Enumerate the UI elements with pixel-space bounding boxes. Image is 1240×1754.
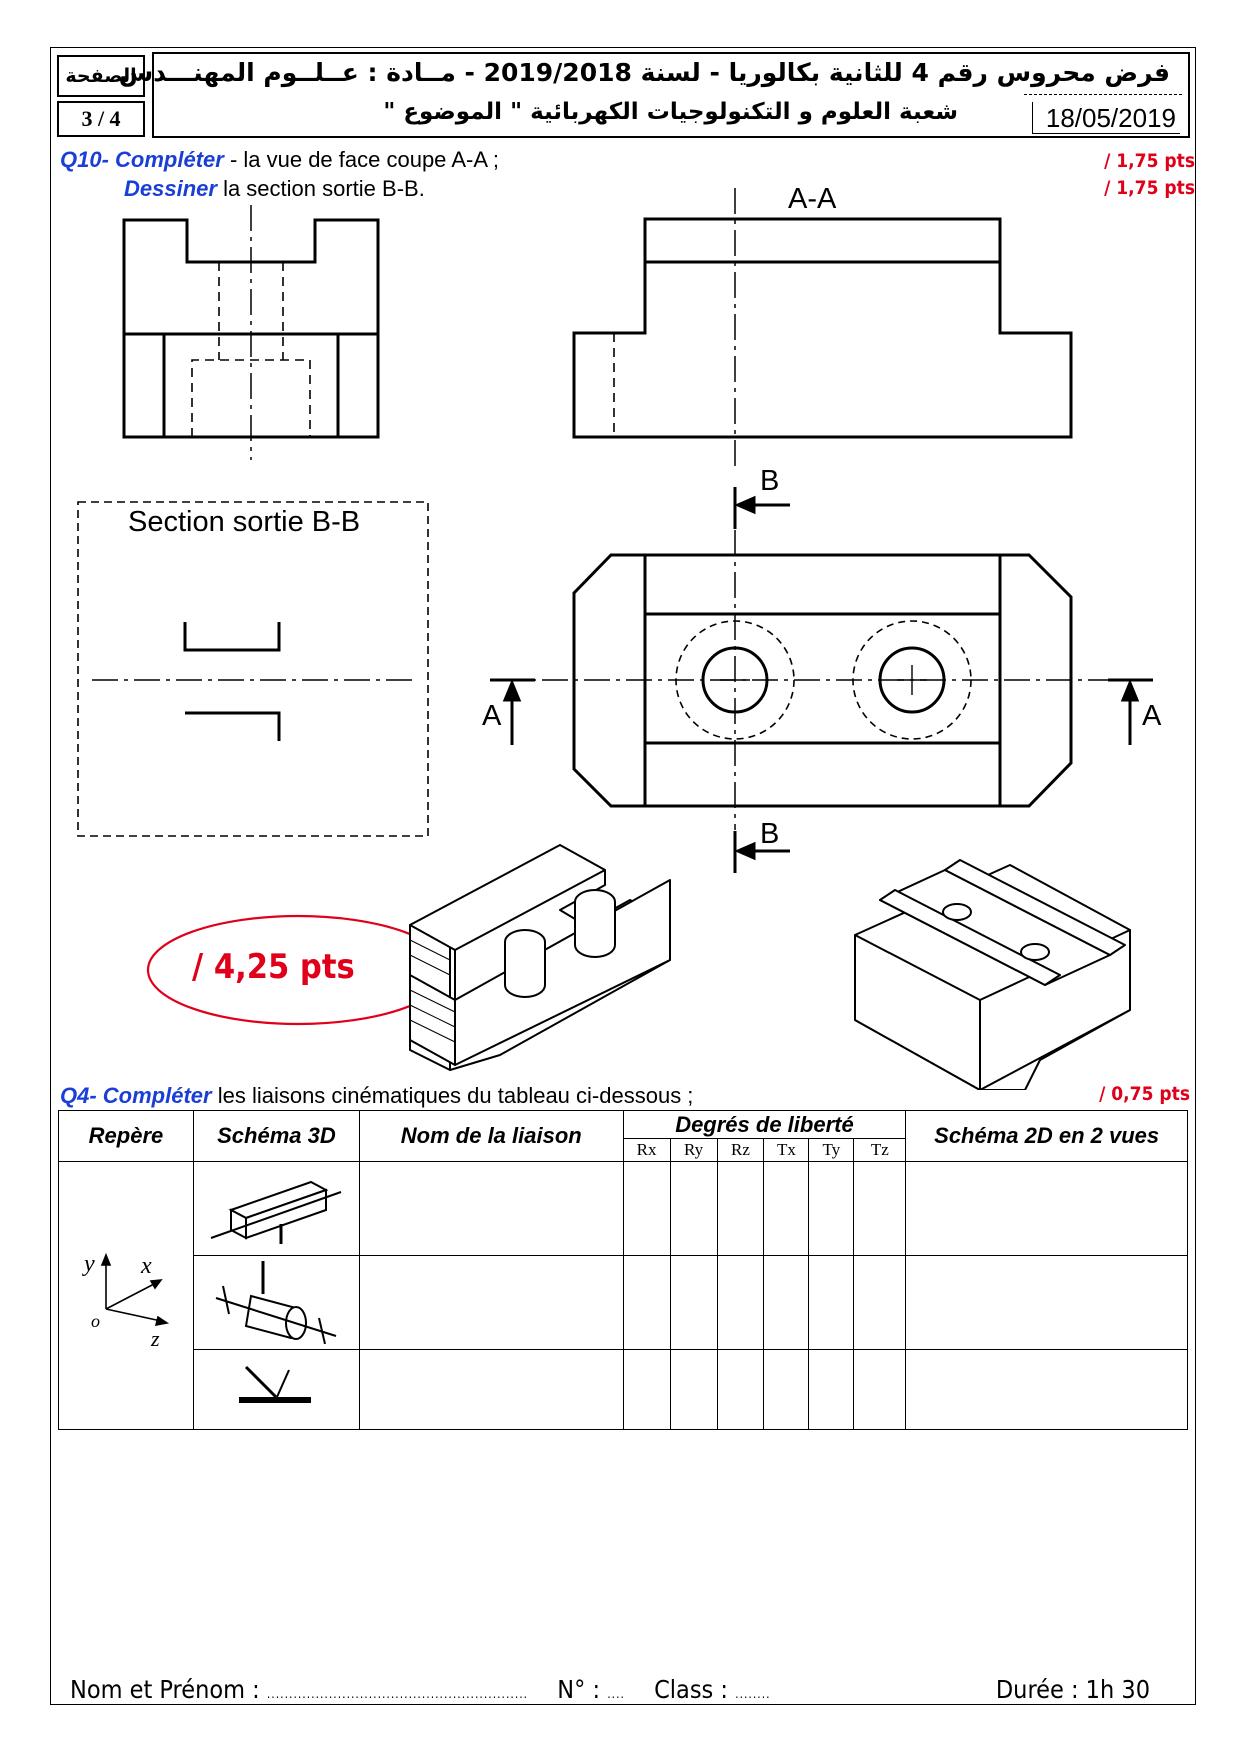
total-score: / 4,25 pts: [192, 947, 355, 987]
name-label: Nom et Prénom :: [70, 1675, 267, 1704]
schema-3d-pivot: [193, 1256, 359, 1350]
dof-cell[interactable]: [670, 1256, 717, 1350]
dof-rz: Rz: [717, 1139, 764, 1162]
section-bb-box: [78, 502, 428, 836]
col-degres-liberte: Degrés de liberté: [623, 1111, 906, 1139]
footer: [70, 1675, 1150, 1704]
name-field[interactable]: ...........................................................: [266, 1687, 529, 1701]
nom-liaison-1[interactable]: [359, 1162, 623, 1256]
dof-tx: Tx: [764, 1139, 809, 1162]
dof-cell[interactable]: [764, 1256, 809, 1350]
q10-points-1: / 1,75 pts: [1104, 150, 1195, 172]
front-view-outline: [574, 219, 1071, 437]
fixed-joint-icon: [201, 1352, 351, 1422]
dof-cell[interactable]: [854, 1256, 906, 1350]
table-row: [59, 1162, 1188, 1256]
num-label: N° :: [557, 1675, 608, 1704]
isometric-view-2: [855, 860, 1130, 1090]
cut-b-bottom-arrowhead: [738, 844, 754, 858]
q10-text1: - la vue de face coupe A-A ;: [223, 147, 499, 172]
dof-cell[interactable]: [854, 1350, 906, 1430]
label-b-bottom: B: [760, 818, 780, 850]
col-schema-3d: Schéma 3D: [193, 1111, 359, 1162]
dof-cell[interactable]: [623, 1350, 670, 1430]
dof-cell[interactable]: [717, 1162, 764, 1256]
dof-cell[interactable]: [717, 1350, 764, 1430]
dof-cell[interactable]: [809, 1256, 854, 1350]
label-a-left: A: [482, 700, 502, 732]
dof-cell[interactable]: [670, 1162, 717, 1256]
col-repere: Repère: [59, 1111, 194, 1162]
section-aa-title: A-A: [788, 183, 837, 215]
class-label: Class :: [654, 1675, 736, 1704]
q10-points-2: / 1,75 pts: [1104, 177, 1195, 199]
q4-points: / 0,75 pts: [1099, 1083, 1190, 1105]
axis-z: z: [150, 1325, 160, 1351]
axis-o: o: [90, 1310, 100, 1331]
label-a-right: A: [1142, 700, 1162, 732]
axis-frame-icon: [71, 1241, 181, 1351]
dof-cell[interactable]: [809, 1350, 854, 1430]
dof-cell[interactable]: [623, 1162, 670, 1256]
schema-2d-1[interactable]: [906, 1162, 1188, 1256]
dof-cell[interactable]: [623, 1256, 670, 1350]
section-bb-profile-bottom: [185, 713, 279, 741]
class-field[interactable]: ........: [735, 1687, 771, 1701]
duration: Durée : 1h 30: [995, 1675, 1150, 1704]
section-bb-title: Section sortie B-B: [128, 506, 361, 538]
liaisons-table: [58, 1110, 1188, 1430]
col-nom-liaison: Nom de la liaison: [359, 1111, 623, 1162]
axis-y: y: [83, 1250, 95, 1277]
q10-verb2: Dessiner: [124, 176, 217, 201]
dof-cell[interactable]: [764, 1162, 809, 1256]
prismatic-joint-icon: [201, 1162, 351, 1250]
q4-line: [60, 1083, 693, 1109]
num-field[interactable]: ....: [607, 1687, 625, 1701]
page-label: الصفحة: [65, 65, 137, 87]
table-row: [59, 1256, 1188, 1350]
q10-label: Q10- Compléter: [60, 147, 224, 172]
q10-text2: la section sortie B-B.: [216, 176, 425, 201]
dof-cell[interactable]: [717, 1256, 764, 1350]
q4-label: Q4- Compléter: [60, 1083, 212, 1108]
schema-2d-3[interactable]: [906, 1350, 1188, 1430]
dof-ty: Ty: [809, 1139, 854, 1162]
nom-liaison-3[interactable]: [359, 1350, 623, 1430]
page-number: 3 / 4: [81, 106, 121, 131]
schema-3d-prismatic: [193, 1162, 359, 1256]
dof-cell[interactable]: [764, 1350, 809, 1430]
exam-date: 18/05/2019: [1045, 103, 1176, 133]
pivot-joint-icon: [201, 1256, 351, 1344]
dof-tz: Tz: [854, 1139, 906, 1162]
dof-ry: Ry: [670, 1139, 717, 1162]
nom-liaison-2[interactable]: [359, 1256, 623, 1350]
dof-cell[interactable]: [809, 1162, 854, 1256]
repere-cell: [59, 1162, 194, 1430]
cut-a-right-arrowhead: [1123, 683, 1137, 700]
col-schema-2d: Schéma 2D en 2 vues: [906, 1111, 1188, 1162]
dof-cell[interactable]: [670, 1350, 717, 1430]
schema-2d-2[interactable]: [906, 1256, 1188, 1350]
q4-text: les liaisons cinématiques du tableau ci-dessous ;: [211, 1083, 694, 1108]
dof-cell[interactable]: [854, 1162, 906, 1256]
exam-title: فرض محروس رقم 4 للثانية بكالوريا - لسنة 2019/2018 - مــادة : عــلــوم المهنـــدس: [118, 58, 1170, 87]
axis-x: x: [140, 1252, 152, 1279]
table-row: [59, 1350, 1188, 1430]
cut-a-left-arrowhead: [505, 683, 519, 700]
schema-3d-embedding: [193, 1350, 359, 1430]
exam-subtitle: شعبة العلوم و التكنولوجيات الكهربائية " الموضوع ": [383, 99, 958, 125]
dof-rx: Rx: [623, 1139, 670, 1162]
isometric-view-1: [410, 845, 670, 1070]
section-bb-profile-top: [185, 622, 279, 650]
cut-b-top-arrowhead: [738, 498, 754, 512]
label-b-top: B: [760, 465, 780, 497]
